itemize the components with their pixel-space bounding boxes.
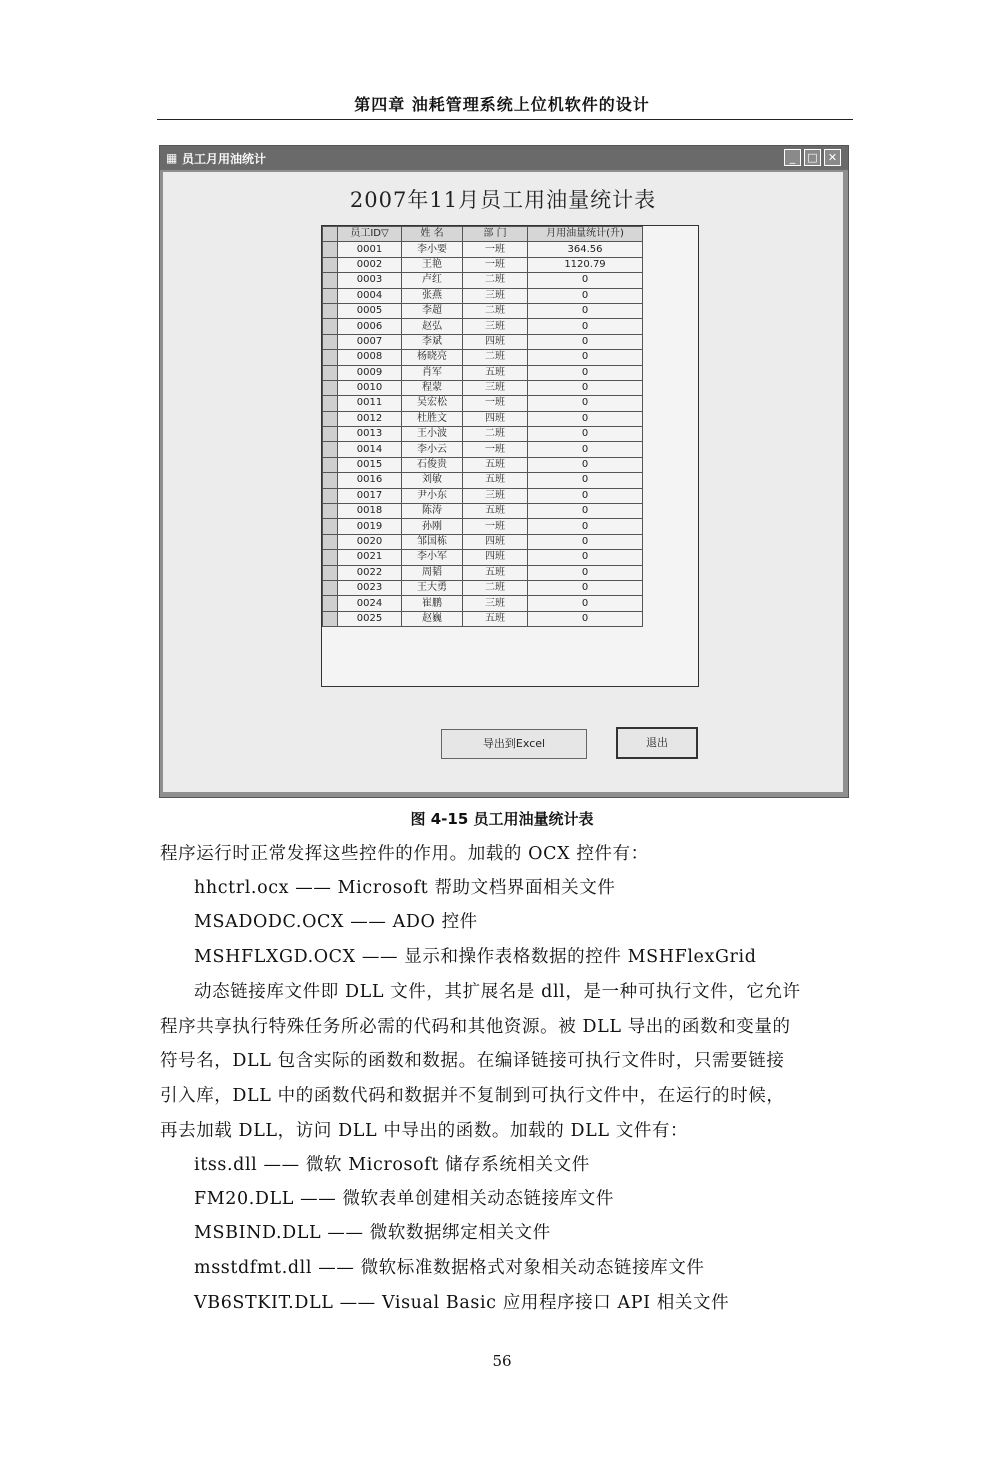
- row-selector[interactable]: [323, 288, 338, 303]
- cell-name[interactable]: 刘敏: [402, 473, 463, 488]
- cell-name[interactable]: 孙刚: [402, 519, 463, 534]
- row-selector[interactable]: [323, 534, 338, 549]
- table-row[interactable]: [323, 534, 643, 549]
- cell-fuel[interactable]: 0: [528, 550, 643, 565]
- table-row[interactable]: [323, 334, 643, 349]
- row-selector[interactable]: [323, 442, 338, 457]
- cell-fuel[interactable]: 0: [528, 473, 643, 488]
- row-selector[interactable]: [323, 334, 338, 349]
- cell-fuel[interactable]: 0: [528, 519, 643, 534]
- cell-employee-id[interactable]: 0008: [338, 350, 402, 365]
- body-line: MSBIND.DLL —— 微软数据绑定相关文件: [194, 1223, 551, 1243]
- table-row[interactable]: [323, 411, 643, 426]
- table-row[interactable]: [323, 427, 643, 442]
- cell-dept[interactable]: 三班: [463, 380, 528, 395]
- body-line: hhctrl.ocx —— Microsoft 帮助文档界面相关文件: [194, 878, 616, 898]
- cell-fuel[interactable]: 0: [528, 411, 643, 426]
- cell-dept[interactable]: 二班: [463, 350, 528, 365]
- row-selector[interactable]: [323, 488, 338, 503]
- body-line: MSHFLXGD.OCX —— 显示和操作表格数据的控件 MSHFlexGrid: [194, 947, 757, 967]
- body-line: 符号名，DLL 包含实际的函数和数据。在编译链接可执行文件时，只需要链接: [160, 1051, 785, 1071]
- body-line: 动态链接库文件即 DLL 文件，其扩展名是 dll，是一种可执行文件，它允许: [194, 982, 801, 1002]
- body-line: VB6STKIT.DLL —— Visual Basic 应用程序接口 API 相关文件: [194, 1293, 730, 1313]
- table-row[interactable]: [323, 319, 643, 334]
- cell-employee-id[interactable]: 0009: [338, 365, 402, 380]
- cell-employee-id[interactable]: 0018: [338, 504, 402, 519]
- export-excel-button[interactable]: 导出到Excel: [441, 729, 587, 759]
- body-line: 程序共享执行特殊任务所必需的代码和其他资源。被 DLL 导出的函数和变量的: [160, 1017, 791, 1037]
- table-row[interactable]: [323, 396, 643, 411]
- cell-dept[interactable]: 四班: [463, 334, 528, 349]
- cell-name[interactable]: 杨晓亮: [402, 350, 463, 365]
- table-row[interactable]: [323, 596, 643, 611]
- cell-employee-id[interactable]: 0022: [338, 565, 402, 580]
- cell-employee-id[interactable]: 0001: [338, 242, 402, 257]
- column-header-id[interactable]: 员工ID▽: [338, 227, 402, 242]
- cell-dept[interactable]: 三班: [463, 319, 528, 334]
- cell-name[interactable]: 卢红: [402, 273, 463, 288]
- cell-dept[interactable]: 四班: [463, 534, 528, 549]
- body-line: 引入库，DLL 中的函数代码和数据并不复制到可执行文件中，在运行的时候，: [160, 1086, 785, 1106]
- running-header: 第四章 油耗管理系统上位机软件的设计: [354, 95, 650, 114]
- cell-fuel[interactable]: 0: [528, 611, 643, 626]
- cell-name[interactable]: 陈涛: [402, 504, 463, 519]
- table-row[interactable]: [323, 380, 643, 395]
- cell-dept[interactable]: 三班: [463, 596, 528, 611]
- report-title: 2007年11月员工用油量统计表: [349, 188, 657, 212]
- table-row[interactable]: [323, 519, 643, 534]
- cell-fuel[interactable]: 0: [528, 580, 643, 595]
- row-selector[interactable]: [323, 504, 338, 519]
- cell-name[interactable]: 王艳: [402, 257, 463, 272]
- cell-dept[interactable]: 五班: [463, 611, 528, 626]
- table-row[interactable]: [323, 257, 643, 272]
- header-rule: [157, 119, 853, 120]
- table-row[interactable]: [323, 242, 643, 257]
- cell-name[interactable]: 崔鹏: [402, 596, 463, 611]
- window-client: [163, 172, 843, 792]
- row-selector[interactable]: [323, 427, 338, 442]
- row-selector[interactable]: [323, 611, 338, 626]
- body-line: msstdfmt.dll —— 微软标准数据格式对象相关动态链接库文件: [194, 1258, 705, 1278]
- cell-dept[interactable]: 一班: [463, 242, 528, 257]
- cell-fuel[interactable]: 0: [528, 273, 643, 288]
- row-selector[interactable]: [323, 350, 338, 365]
- cell-name[interactable]: 尹小东: [402, 488, 463, 503]
- cell-employee-id[interactable]: 0023: [338, 580, 402, 595]
- table-row[interactable]: [323, 442, 643, 457]
- cell-employee-id[interactable]: 0004: [338, 288, 402, 303]
- row-selector[interactable]: [323, 380, 338, 395]
- table-row[interactable]: [323, 580, 643, 595]
- table-row[interactable]: [323, 303, 643, 318]
- cell-name[interactable]: 肖军: [402, 365, 463, 380]
- table-row[interactable]: [323, 288, 643, 303]
- cell-name[interactable]: 邹国栋: [402, 534, 463, 549]
- window-title: 员工月用油统计: [182, 152, 267, 166]
- cell-employee-id[interactable]: 0017: [338, 488, 402, 503]
- cell-dept[interactable]: 一班: [463, 257, 528, 272]
- cell-name[interactable]: 吴宏松: [402, 396, 463, 411]
- cell-name[interactable]: 李超: [402, 303, 463, 318]
- table-row[interactable]: [323, 350, 643, 365]
- data-grid[interactable]: [321, 225, 699, 687]
- table-row[interactable]: [323, 473, 643, 488]
- cell-dept[interactable]: 三班: [463, 488, 528, 503]
- row-selector[interactable]: [323, 565, 338, 580]
- cell-employee-id[interactable]: 0021: [338, 550, 402, 565]
- cell-dept[interactable]: 四班: [463, 550, 528, 565]
- cell-name[interactable]: 李小云: [402, 442, 463, 457]
- cell-name[interactable]: 程蒙: [402, 380, 463, 395]
- body-line: 程序运行时正常发挥这些控件的作用。加载的 OCX 控件有：: [160, 844, 649, 864]
- cell-name[interactable]: 李斌: [402, 334, 463, 349]
- column-header-name[interactable]: 姓 名: [402, 227, 463, 242]
- body-line: FM20.DLL —— 微软表单创建相关动态链接库文件: [194, 1189, 614, 1209]
- row-selector[interactable]: [323, 457, 338, 472]
- cell-fuel[interactable]: 0: [528, 288, 643, 303]
- row-selector[interactable]: [323, 396, 338, 411]
- cell-employee-id[interactable]: 0019: [338, 519, 402, 534]
- column-header-dept[interactable]: 部 门: [463, 227, 528, 242]
- row-selector[interactable]: [323, 519, 338, 534]
- cell-dept[interactable]: 五班: [463, 504, 528, 519]
- cell-employee-id[interactable]: 0006: [338, 319, 402, 334]
- table-row[interactable]: [323, 504, 643, 519]
- app-icon: ▦: [166, 151, 178, 165]
- minimize-button[interactable]: _: [784, 149, 801, 166]
- cell-employee-id[interactable]: 0011: [338, 396, 402, 411]
- body-line: MSADODC.OCX —— ADO 控件: [194, 912, 478, 932]
- row-selector[interactable]: [323, 596, 338, 611]
- cell-fuel[interactable]: 0: [528, 534, 643, 549]
- cell-fuel[interactable]: 0: [528, 565, 643, 580]
- cell-name[interactable]: 张燕: [402, 288, 463, 303]
- cell-name[interactable]: 赵弘: [402, 319, 463, 334]
- cell-employee-id[interactable]: 0003: [338, 273, 402, 288]
- cell-dept[interactable]: 四班: [463, 411, 528, 426]
- cell-dept[interactable]: 五班: [463, 565, 528, 580]
- cell-fuel[interactable]: 0: [528, 303, 643, 318]
- cell-dept[interactable]: 五班: [463, 457, 528, 472]
- close-button[interactable]: ✕: [824, 149, 841, 166]
- row-selector[interactable]: [323, 365, 338, 380]
- grid-table: [322, 226, 643, 627]
- row-selector[interactable]: [323, 273, 338, 288]
- cell-dept[interactable]: 二班: [463, 273, 528, 288]
- cell-dept[interactable]: 三班: [463, 288, 528, 303]
- cell-dept[interactable]: 二班: [463, 580, 528, 595]
- body-line: itss.dll —— 微软 Microsoft 储存系统相关文件: [194, 1155, 590, 1175]
- cell-employee-id[interactable]: 0012: [338, 411, 402, 426]
- cell-dept[interactable]: 一班: [463, 519, 528, 534]
- cell-name[interactable]: 王小波: [402, 427, 463, 442]
- table-row[interactable]: [323, 457, 643, 472]
- window-titlebar[interactable]: [160, 146, 848, 170]
- table-row[interactable]: [323, 365, 643, 380]
- row-selector[interactable]: [323, 550, 338, 565]
- cell-dept[interactable]: 一班: [463, 396, 528, 411]
- table-row[interactable]: [323, 611, 643, 626]
- cell-name[interactable]: 李小要: [402, 242, 463, 257]
- cell-employee-id[interactable]: 0010: [338, 380, 402, 395]
- cell-fuel[interactable]: 0: [528, 319, 643, 334]
- exit-button[interactable]: 退出: [616, 727, 698, 759]
- cell-employee-id[interactable]: 0025: [338, 611, 402, 626]
- cell-employee-id[interactable]: 0014: [338, 442, 402, 457]
- cell-dept[interactable]: 二班: [463, 427, 528, 442]
- cell-name[interactable]: 王大勇: [402, 580, 463, 595]
- cell-fuel[interactable]: 364.56: [528, 242, 643, 257]
- cell-dept[interactable]: 一班: [463, 442, 528, 457]
- cell-fuel[interactable]: 0: [528, 365, 643, 380]
- row-selector[interactable]: [323, 319, 338, 334]
- page-number: 56: [492, 1352, 512, 1370]
- cell-employee-id[interactable]: 0007: [338, 334, 402, 349]
- cell-employee-id[interactable]: 0024: [338, 596, 402, 611]
- cell-fuel[interactable]: 0: [528, 350, 643, 365]
- cell-employee-id[interactable]: 0016: [338, 473, 402, 488]
- app-window: [159, 145, 849, 798]
- cell-fuel[interactable]: 0: [528, 596, 643, 611]
- cell-name[interactable]: 李小军: [402, 550, 463, 565]
- cell-employee-id[interactable]: 0013: [338, 427, 402, 442]
- body-line: 再去加载 DLL，访问 DLL 中导出的函数。加载的 DLL 文件有：: [160, 1121, 689, 1141]
- table-row[interactable]: [323, 488, 643, 503]
- cell-dept[interactable]: 五班: [463, 473, 528, 488]
- cell-name[interactable]: 杜胜文: [402, 411, 463, 426]
- cell-fuel[interactable]: 0: [528, 488, 643, 503]
- cell-fuel[interactable]: 0: [528, 334, 643, 349]
- cell-fuel[interactable]: 0: [528, 427, 643, 442]
- cell-fuel[interactable]: 0: [528, 396, 643, 411]
- table-row[interactable]: [323, 550, 643, 565]
- table-row[interactable]: [323, 273, 643, 288]
- cell-fuel[interactable]: 0: [528, 442, 643, 457]
- cell-fuel[interactable]: 0: [528, 504, 643, 519]
- grid-header-row: [323, 227, 643, 242]
- cell-fuel[interactable]: 0: [528, 457, 643, 472]
- cell-name[interactable]: 赵巍: [402, 611, 463, 626]
- table-row[interactable]: [323, 565, 643, 580]
- cell-employee-id[interactable]: 0020: [338, 534, 402, 549]
- cell-fuel[interactable]: 0: [528, 380, 643, 395]
- row-selector[interactable]: [323, 411, 338, 426]
- maximize-button[interactable]: □: [804, 149, 821, 166]
- row-selector[interactable]: [323, 303, 338, 318]
- cell-employee-id[interactable]: 0005: [338, 303, 402, 318]
- cell-dept[interactable]: 五班: [463, 365, 528, 380]
- grid-corner-cell: [323, 227, 338, 242]
- cell-fuel[interactable]: 1120.79: [528, 257, 643, 272]
- row-selector[interactable]: [323, 257, 338, 272]
- cell-employee-id[interactable]: 0015: [338, 457, 402, 472]
- row-selector[interactable]: [323, 580, 338, 595]
- cell-name[interactable]: 周韬: [402, 565, 463, 580]
- cell-name[interactable]: 石俊贵: [402, 457, 463, 472]
- column-header-fuel[interactable]: 月用油量统计(升): [528, 227, 643, 242]
- cell-employee-id[interactable]: 0002: [338, 257, 402, 272]
- cell-dept[interactable]: 二班: [463, 303, 528, 318]
- row-selector[interactable]: [323, 473, 338, 488]
- figure-caption: 图 4-15 员工用油量统计表: [410, 810, 594, 828]
- row-selector[interactable]: [323, 242, 338, 257]
